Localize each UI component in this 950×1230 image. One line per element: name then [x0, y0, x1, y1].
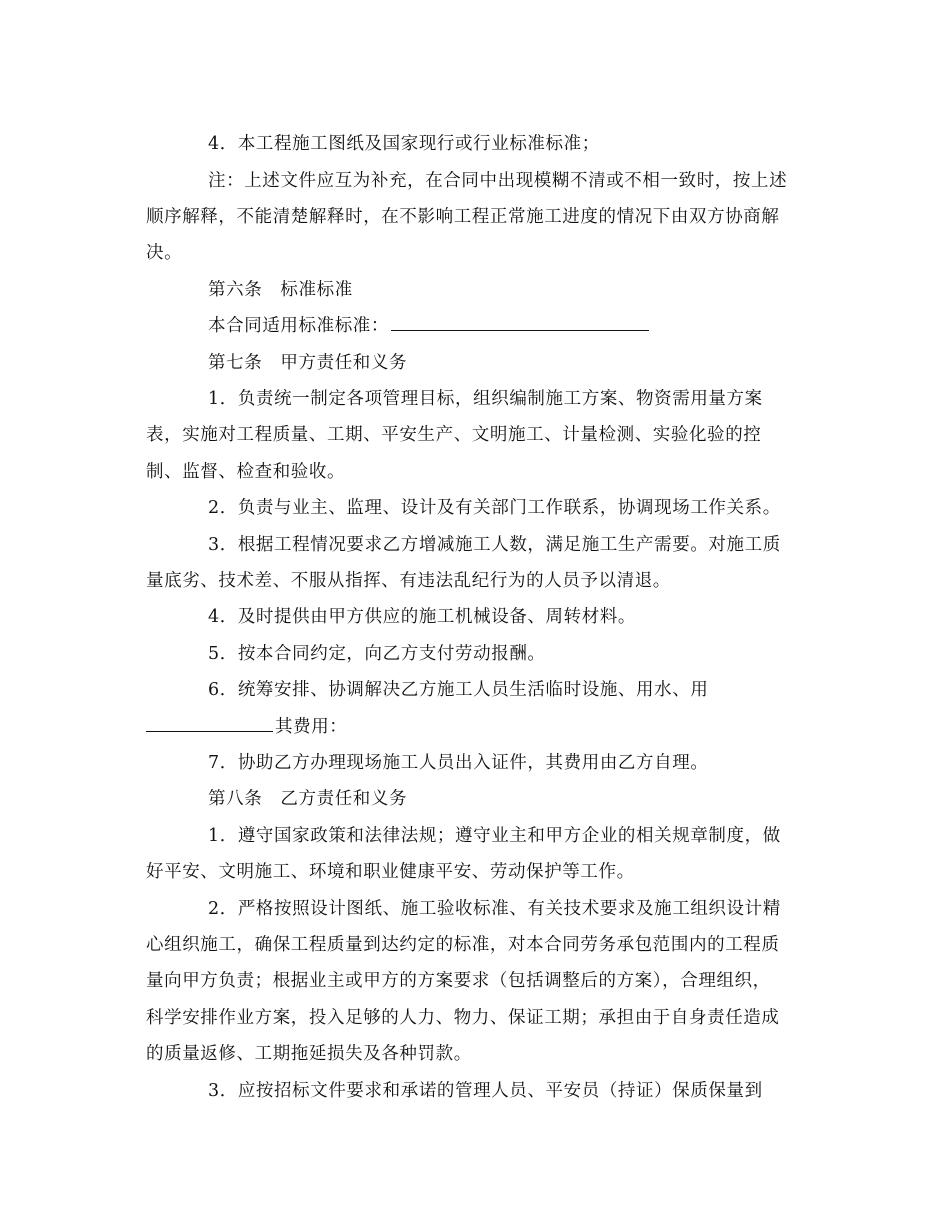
fill-in-blank: [391, 316, 649, 331]
text-line: 3．应按招标文件要求和承诺的管理人员、平安员（持证）保质保量到: [208, 1081, 763, 1101]
text-line: 5．按本合同约定，向乙方支付劳动报酬。: [208, 644, 546, 664]
section-heading-6: 第六条 标准标准: [208, 280, 353, 300]
text-line: 量底劣、技术差、不服从指挥、有违法乱纪行为的人员予以清退。: [146, 571, 671, 591]
text-line: 表，实施对工程质量、工期、平安生产、文明施工、计量检测、实验化验的控: [146, 425, 762, 445]
text-line: 3．根据工程情况要求乙方增减施工人数，满足施工生产需要。对施工质: [208, 535, 781, 555]
text-line: 本合同适用标准标准：: [208, 316, 389, 336]
text-line: 制、监督、检查和验收。: [146, 462, 346, 482]
fee-line: [146, 716, 347, 738]
text-line: 心组织施工，确保工程质量到达约定的标准，对本合同劳务承包范围内的工程质: [146, 935, 780, 955]
text-line: 科学安排作业方案，投入足够的人力、物力、保证工期；承担由于自身责任造成: [146, 1008, 780, 1028]
standard-line: [208, 315, 649, 337]
section-heading-7: 第七条 甲方责任和义务: [208, 353, 408, 373]
section-heading-8: 第八条 乙方责任和义务: [208, 789, 408, 809]
text-line: 1．负责统一制定各项管理目标，组织编制施工方案、物资需用量方案: [208, 389, 763, 409]
text-line: 注：上述文件应互为补充，在合同中出现模糊不清或不相一致时，按上述: [208, 171, 788, 191]
text-line: 好平安、文明施工、环境和职业健康平安、劳动保护等工作。: [146, 862, 635, 882]
text-line: 决。: [146, 243, 183, 263]
text-line: 4．本工程施工图纸及国家现行或行业标准标准；: [208, 134, 600, 154]
text-line: 其费用：: [275, 717, 348, 737]
text-line: 1．遵守国家政策和法律法规；遵守业主和甲方企业的相关规章制度，做: [208, 826, 781, 846]
text-line: 顺序解释，不能清楚解释时，在不影响工程正常施工进度的情况下由双方协商解: [146, 207, 780, 227]
text-line: 6．统筹安排、协调解决乙方施工人员生活临时设施、用水、用: [208, 680, 709, 700]
text-line: 量向甲方负责；根据业主或甲方的方案要求（包括调整后的方案），合理组织，: [146, 971, 771, 991]
text-line: 7．协助乙方办理现场施工人员出入证件，其费用由乙方自理。: [208, 753, 709, 773]
text-line: 2．严格按照设计图纸、施工验收标准、有关技术要求及施工组织设计精: [208, 899, 781, 919]
fill-in-blank: [146, 717, 273, 732]
text-line: 的质量返修、工期拖延损失及各种罚款。: [146, 1044, 472, 1064]
text-line: 4．及时提供由甲方供应的施工机械设备、周转材料。: [208, 607, 637, 627]
text-line: 2．负责与业主、监理、设计及有关部门工作联系，协调现场工作关系。: [208, 498, 781, 518]
